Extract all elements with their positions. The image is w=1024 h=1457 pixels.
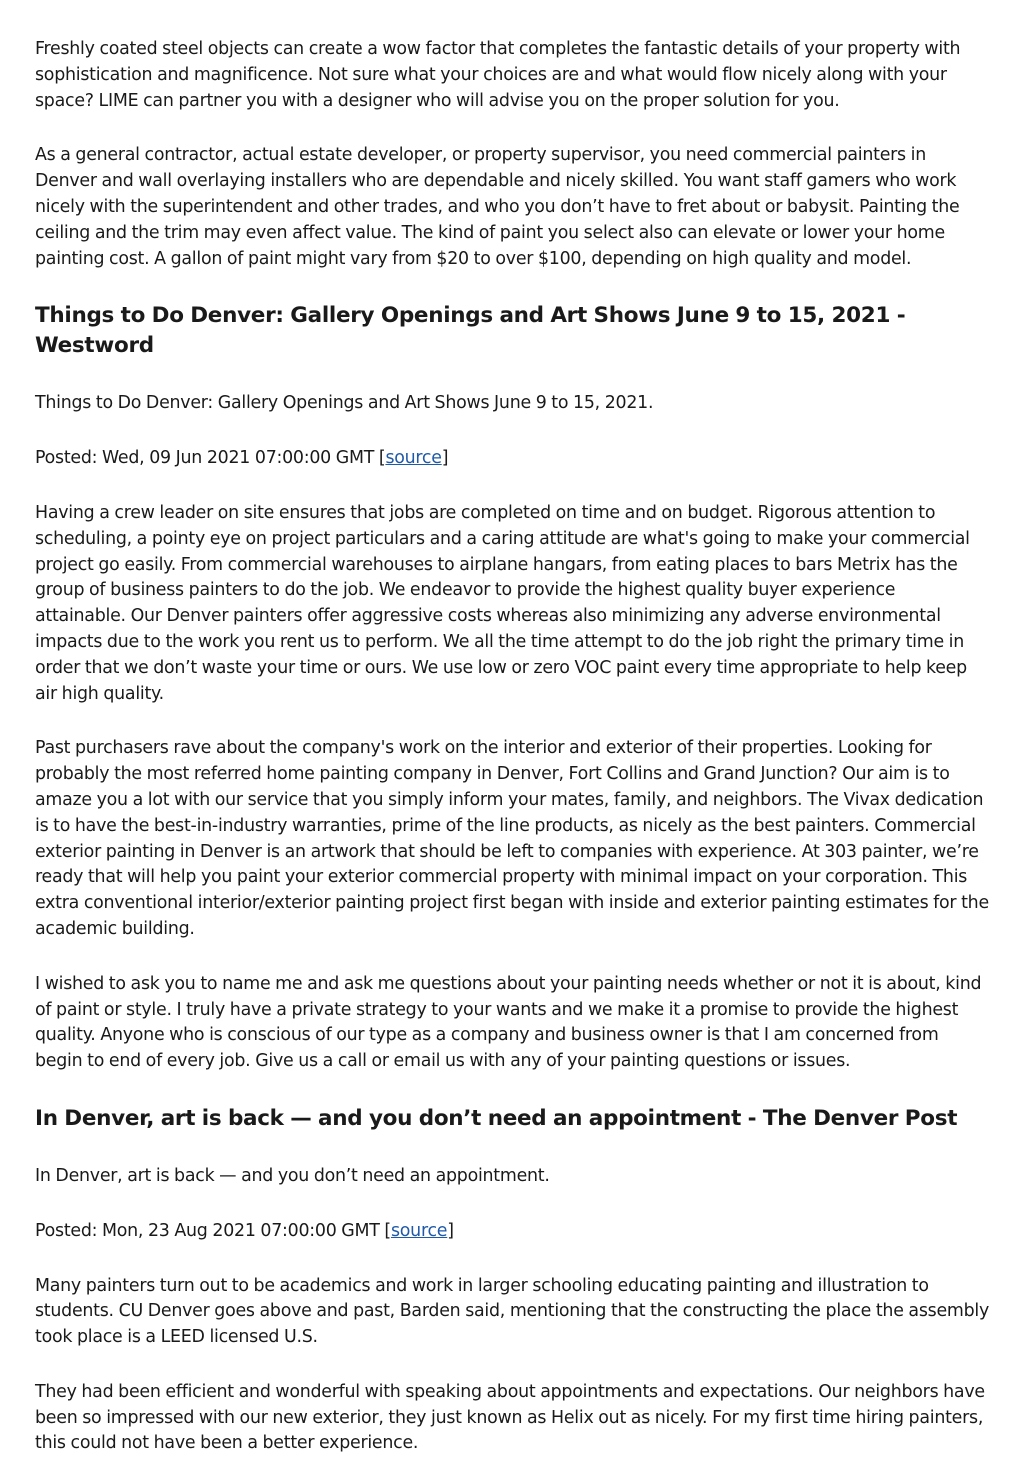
section-1-posted-line [35,446,989,472]
section-2-paragraph-2: They had been efficient and wonderful with speaking about appointments and expectations. Our neighbors have been so impressed with our new exterior, they just known as Helix out as nicely. For my first time hiring painters, this could not have been a better experience. [35,1381,985,1454]
section-1-posted-prefix: Posted: Wed, 09 Jun 2021 07:00:00 GMT [ [35,448,386,469]
section-1-summary: Things to Do Denver: Gallery Openings and Art Shows June 9 to 15, 2021. [35,393,654,414]
section-2-posted-line [35,1219,989,1245]
section-1-posted-suffix: ] [441,448,449,469]
section-1-source-link[interactable]: source [385,448,442,469]
section-1-heading: Things to Do Denver: Gallery Openings and Art Shows June 9 to 15, 2021 - Westword [35,303,906,359]
section-2-summary: In Denver, art is back — and you don’t need an appointment. [35,1165,550,1186]
section-2-source-link[interactable]: source [390,1220,448,1241]
section-2-posted-suffix: ] [447,1220,454,1241]
section-1-paragraph-3: I wished to ask you to name me and ask me questions about your painting needs whether or not it is about, kind of paint or style. I truly have a private strategy to your wants and we make it a promise to provide the highest quality. Anyone who is conscious of our type as a company and business owner is that I am concerned from begin to end of every job. Give us a call or email us with any of your painting questions or issues. [35,973,982,1072]
intro-paragraph-1: Freshly coated steel objects can create a wow factor that completes the fantastic details of your property with sophistication and magnificence. Not sure what your choices are and what would flow nicely along with your space? LIME can partner you with a designer who will advise you on the proper solution for you. [35,39,961,111]
section-2-posted-prefix: Posted: Mon, 23 Aug 2021 07:00:00 GMT [ [35,1220,391,1241]
section-1-paragraph-1: Having a crew leader on site ensures that jobs are completed on time and on budget. Rigorous attention to scheduling, a pointy eye on project particulars and a caring attitude are what's going to make your commercial project go easily. From commercial warehouses to airplane hangars, from eating places to bars Metrix has the group of business painters to do the job. We endeavor to provide the highest quality buyer experience attainable. Our Denver painters offer aggressive costs whereas also minimizing any adverse environmental impacts due to the work you rent us to perform. We all the time attempt to do the job right the primary time in order that we don’t waste your time or ours. We use low or zero VOC paint every time appropriate to help keep air high quality. [35,502,970,704]
section-2-heading: In Denver, art is back — and you don’t need an appointment - The Denver Post [35,1105,958,1131]
section-2-paragraph-1: Many painters turn out to be academics and work in larger schooling educating painting and illustration to students. CU Denver goes above and past, Barden said, mentioning that the constructing the place the assembly took place is a LEED licensed U.S. [35,1275,990,1348]
intro-paragraph-2: As a general contractor, actual estate developer, or property supervisor, you need commercial painters in Denver and wall overlaying installers who are dependable and nicely skilled. You want staff gamers who work nicely with the superintendent and other trades, and who you don’t have to fret about or babysit. Painting the ceiling and the trim may even affect value. The kind of paint you select also can elevate or lower your home painting cost. A gallon of paint might vary from $20 to over $100, depending on high quality and model. [35,145,960,269]
section-1-paragraph-2: Past purchasers rave about the company's work on the interior and exterior of their properties. Looking for probably the most referred home painting company in Denver, Fort Collins and Grand Junction? Our aim is to amaze you a lot with our service that you simply inform your mates, family, and neighbors. The Vivax dedication is to have the best-in-industry warranties, prime of the line products, as nicely as the best painters. Commercial exterior painting in Denver is an artwork that should be left to companies with experience. At 303 painter, we’re ready that will help you paint your exterior commercial property with minimal impact on your corporation. This extra conventional interior/exterior painting project first began with inside and exterior painting estimates for the academic building. [35,738,989,939]
